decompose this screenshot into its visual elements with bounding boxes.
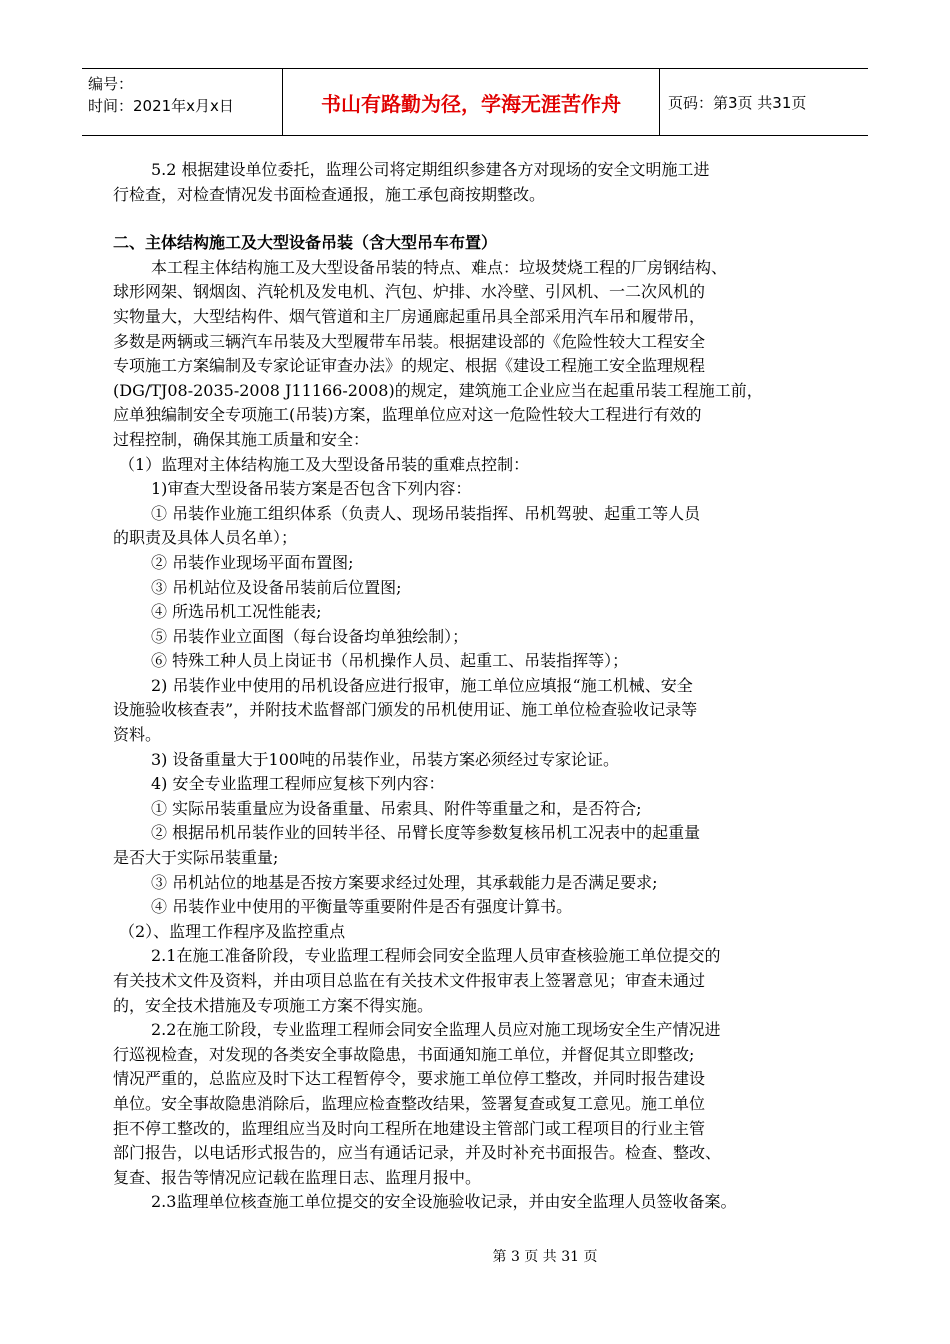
paragraph-line: 球形网架、钢烟囱、汽轮机及发电机、汽包、炉排、水冷壁、引风机、一二次风机的 (113, 282, 706, 302)
paragraph-line: 2.2在施工阶段，专业监理工程师会同安全监理人员应对施工现场安全生产情况进 (151, 1020, 721, 1040)
paragraph-line: 单位。安全事故隐患消除后，监理应检查整改结果，签署复查或复工意见。施工单位 (113, 1093, 706, 1113)
page-footer (0, 1246, 950, 1266)
list-item: ② 吊装作业现场平面布置图; (151, 552, 354, 572)
header-meta (82, 69, 282, 135)
list-item: ⑤ 吊装作业立面图（每台设备均单独绘制）； (151, 626, 469, 646)
list-item: ① 吊装作业施工组织体系（负责人、现场吊装指挥、吊机驾驶、起重工等人员 (151, 503, 701, 523)
subsection-title: （1）监理对主体结构施工及大型设备吊装的重难点控制： (119, 454, 530, 474)
list-item: ③ 吊机站位及设备吊装前后位置图; (151, 577, 402, 597)
list-item: ② 根据吊机吊装作业的回转半径、吊臂长度等参数复核吊机工况表中的起重量 (151, 823, 701, 843)
list-item: 3) 设备重量大于100吨的吊装作业，吊装方案必须经过专家论证。 (151, 749, 620, 769)
list-item: ④ 吊装作业中使用的平衡量等重要附件是否有强度计算书。 (151, 897, 573, 917)
paragraph-line: 2.3监理单位核查施工单位提交的安全设施验收记录，并由安全监理人员签收备案。 (151, 1192, 737, 1212)
paragraph-line: 有关技术文件及资料，并由项目总监在有关技术文件报审表上签署意见；审查未通过 (113, 971, 706, 990)
page-header (82, 68, 868, 136)
paragraph-line: 复查、报告等情况应记载在监理日志、监理月报中。 (113, 1167, 482, 1187)
paragraph-line: (DG/TJ08-2035-2008 J11166-2008)的规定，建筑施工企业应当在起重吊装工程施工前， (113, 380, 763, 400)
list-item: 2) 吊装作业中使用的吊机设备应进行报审，施工单位应填报“施工机械、安全 (151, 675, 693, 695)
paragraph-line: 本工程主体结构施工及大型设备吊装的特点、难点：垃圾焚烧工程的厂房钢结构、 (151, 257, 728, 277)
list-item: ⑥ 特殊工种人员上岗证书（吊机操作人员、起重工、吊装指挥等）； (151, 651, 629, 671)
paragraph-line: 多数是两辆或三辆汽车吊装及大型履带车吊装。根据建设部的《危险性较大工程安全 (113, 331, 706, 351)
paragraph-line: 的，安全技术措施及专项施工方案不得实施。 (113, 995, 434, 1015)
paragraph-line: 的职责及具体人员名单）； (113, 528, 298, 548)
document-date: 时间：2021年x月x日 (88, 97, 234, 115)
paragraph-line: 5.2 根据建设单位委托，监理公司将定期组织参建各方对现场的安全文明施工进 (151, 160, 710, 179)
list-item: ③ 吊机站位的地基是否按方案要求经过处理，其承载能力是否满足要求; (151, 872, 658, 892)
list-item: ① 实际吊装重量应为设备重量、吊索具、附件等重量之和，是否符合; (151, 798, 642, 818)
paragraph-line: 行巡视检查，对发现的各类安全事故隐患，书面通知施工单位，并督促其立即整改; (113, 1044, 695, 1064)
header-slogan: 书山有路勤为径，学海无涯苦作舟 (282, 69, 660, 135)
document-number-label: 编号： (88, 75, 134, 93)
paragraph-line: 部门报告，以电话形式报告的，应当有通话记录，并及时补充书面报告。检查、整改、 (113, 1143, 722, 1163)
section-heading: 二、主体结构施工及大型设备吊装（含大型吊车布置） (113, 233, 498, 253)
list-item: 1)审查大型设备吊装方案是否包含下列内容： (151, 479, 472, 499)
paragraph-line: 应单独编制安全专项施工(吊装)方案，监理单位应对这一危险性较大工程进行有效的 (113, 405, 702, 425)
header-page-info: 页码：第3页 共31页 (668, 93, 807, 112)
paragraph-line: 是否大于实际吊装重量; (113, 848, 279, 868)
paragraph-line: 情况严重的，总监应及时下达工程暂停令，要求施工单位停工整改，并同时报告建设 (113, 1069, 706, 1089)
paragraph-line: 行检查，对检查情况发书面检查通报，施工承包商按期整改。 (113, 184, 546, 204)
paragraph-line: 资料。 (113, 725, 162, 745)
list-item: 4) 安全专业监理工程师应复核下列内容： (151, 774, 445, 794)
subsection-title: （2）、监理工作程序及监控重点 (119, 921, 346, 941)
document-body (113, 158, 848, 1215)
paragraph-line: 设施验收核查表”，并附技术监督部门颁发的吊机使用证、施工单位检查验收记录等 (113, 700, 698, 720)
paragraph-line: 拒不停工整改的，监理组应当及时向工程所在地建设主管部门或工程项目的行业主管 (113, 1118, 706, 1138)
paragraph-line: 过程控制，确保其施工质量和安全： (113, 429, 370, 449)
paragraph-line: 2.1在施工准备阶段，专业监理工程师会同安全监理人员审查核验施工单位提交的 (151, 946, 721, 966)
paragraph-line: 实物量大，大型结构件、烟气管道和主厂房通廊起重吊具全部采用汽车吊和履带吊， (113, 306, 706, 326)
list-item: ④ 所选吊机工况性能表; (151, 602, 322, 622)
paragraph-line: 专项施工方案编制及专家论证审查办法》的规定、根据《建设工程施工安全监理规程 (113, 356, 706, 376)
footer-page-number: 第 3 页 共 31 页 (492, 1249, 598, 1265)
